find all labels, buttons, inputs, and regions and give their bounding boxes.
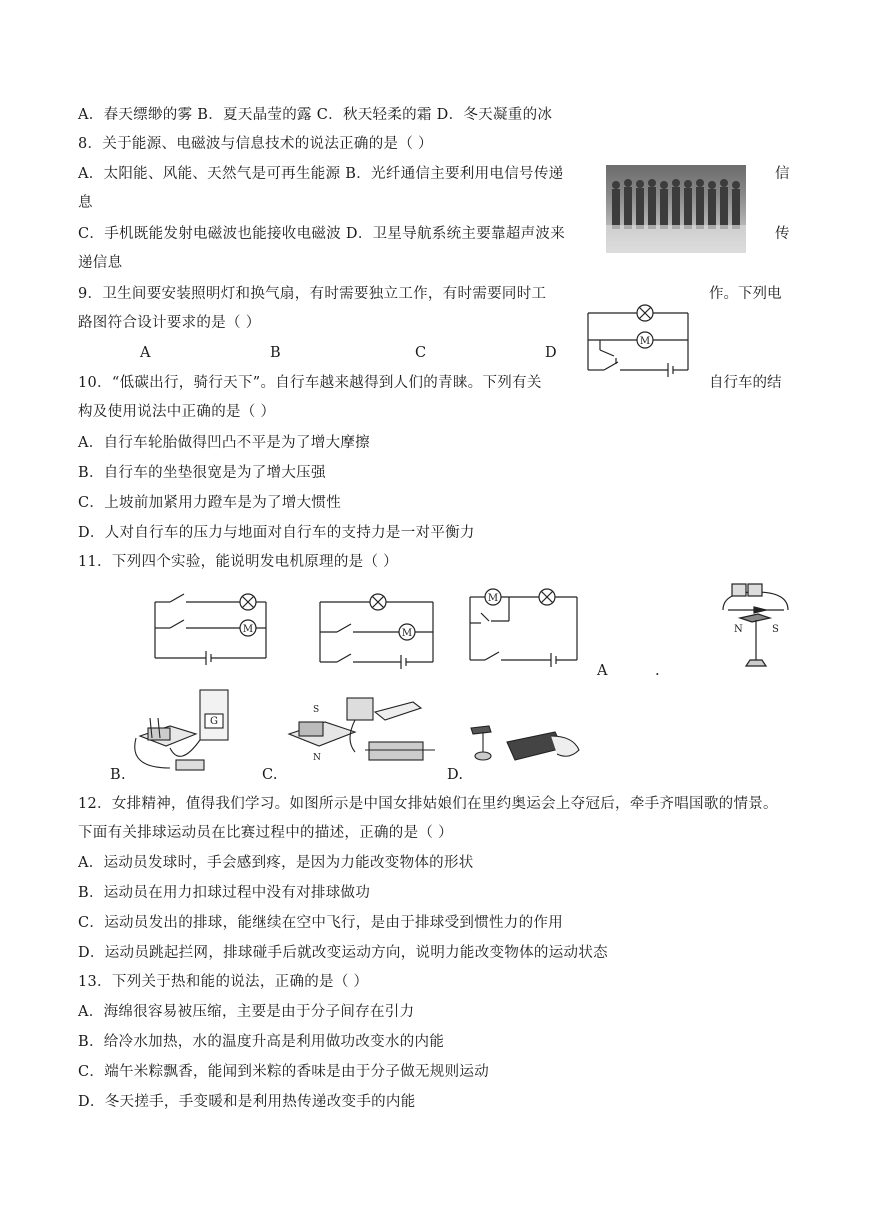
q9-option-a: A xyxy=(140,345,151,361)
q10-stem-tail: 自行车的结 xyxy=(709,375,782,391)
volleyball-team-photo xyxy=(606,165,746,253)
q10-option-d: D．人对自行车的压力与地面对自行车的支持力是一对平衡力 xyxy=(78,525,475,541)
q7-options: A．春天缥缈的雾 B．夏天晶莹的露 C．秋天轻柔的霜 D．冬天凝重的冰 xyxy=(78,107,553,123)
q11-option-a-oersted-figure xyxy=(718,580,793,672)
q11-stem: 11．下列四个实验，能说明发电机原理的是（ ） xyxy=(78,554,398,570)
q10-option-c: C．上坡前加紧用力蹬车是为了增大惯性 xyxy=(78,495,341,511)
q11-circuit-2 xyxy=(315,590,440,670)
q12-stem-2: 下面有关排球运动员在比赛过程中的描述，正确的是（ ） xyxy=(78,825,453,841)
motor-label: M xyxy=(639,336,651,347)
q11-circuit-1 xyxy=(150,590,270,665)
q10-option-b: B．自行车的坐垫很宽是为了增大压强 xyxy=(78,465,326,481)
q12-option-a: A．运动员发球时，手会感到疼，是因为力能改变物体的形状 xyxy=(78,855,474,871)
galvanometer-label: G xyxy=(210,716,218,727)
svg-text:M: M xyxy=(401,628,413,639)
q8-option-d-tail: 传 xyxy=(775,226,790,242)
q8-option-cd: C．手机既能发射电磁波也能接收电磁波 D．卫星导航系统主要靠超声波来 xyxy=(78,226,566,242)
q9-option-b: B xyxy=(270,345,281,361)
q9-option-c: C xyxy=(415,345,427,361)
svg-text:M: M xyxy=(242,624,254,635)
q9-stem: 9．卫生间要安装照明灯和换气扇，有时需要独立工作，有时需要同时工 xyxy=(78,286,547,302)
q11-option-d-label: D. xyxy=(447,767,464,783)
q9-option-d: D xyxy=(545,345,557,361)
q9-stem-tail: 作。下列电 xyxy=(709,286,782,302)
q11-option-d-magnet-figure xyxy=(465,722,585,772)
svg-text:M: M xyxy=(487,593,499,604)
q13-option-c: C．端午米粽飘香，能闻到米粽的香味是由于分子做无规则运动 xyxy=(78,1064,489,1080)
q11-option-b-label: B. xyxy=(110,767,126,783)
q13-option-a: A．海绵很容易被压缩，主要是由于分子间存在引力 xyxy=(78,1004,415,1020)
q11-option-a-dot: . xyxy=(655,663,660,679)
q11-option-c-label: C. xyxy=(262,767,278,783)
q8-option-d-wrap: 递信息 xyxy=(78,255,123,271)
q10-stem-2: 构及使用说法中正确的是（ ） xyxy=(78,404,276,420)
magnet-s-label: S xyxy=(772,624,779,635)
coil-s-label: S xyxy=(313,705,320,715)
q13-option-d: D．冬天搓手，手变暖和是利用热传递改变手的内能 xyxy=(78,1094,416,1110)
q12-option-c: C．运动员发出的排球，能继续在空中飞行，是由于排球受到惯性力的作用 xyxy=(78,915,563,931)
q12-stem: 12．女排精神，值得我们学习。如图所示是中国女排姑娘们在里约奥运会上夺冠后，牵手齐唱国歌的情景。 xyxy=(78,796,778,812)
q8-option-b-wrap: 息 xyxy=(78,195,93,211)
q11-option-b-generator-figure xyxy=(130,688,240,780)
q10-stem: 10．“低碳出行，骑行天下”。自行车越来越得到人们的青睐。下列有关 xyxy=(78,375,542,391)
q12-option-b: B．运动员在用力扣球过程中没有对排球做功 xyxy=(78,885,371,901)
q8-option-b-tail: 信 xyxy=(775,166,790,182)
q8-option-ab: A．太阳能、风能、天然气是可再生能源 B．光纤通信主要利用电信号传递 xyxy=(78,166,564,182)
q8-stem: 8．关于能源、电磁波与信息技术的说法正确的是（ ） xyxy=(78,136,433,152)
coil-n-label: N xyxy=(313,753,321,763)
q11-option-c-motor-figure xyxy=(285,690,440,778)
q9-circuit-diagram xyxy=(580,298,700,383)
q12-option-d: D．运动员跳起拦网，排球碰手后就改变运动方向，说明力能改变物体的运动状态 xyxy=(78,945,608,961)
q11-circuit-3 xyxy=(465,585,585,667)
q10-option-a: A．自行车轮胎做得凹凸不平是为了增大摩擦 xyxy=(78,435,370,451)
q11-option-a-label: A xyxy=(597,663,608,679)
q9-stem-2: 路图符合设计要求的是（ ） xyxy=(78,315,261,331)
q13-stem: 13．下列关于热和能的说法，正确的是（ ） xyxy=(78,974,369,990)
magnet-n-label: N xyxy=(734,624,743,635)
q13-option-b: B．给冷水加热，水的温度升高是利用做功改变水的内能 xyxy=(78,1034,445,1050)
